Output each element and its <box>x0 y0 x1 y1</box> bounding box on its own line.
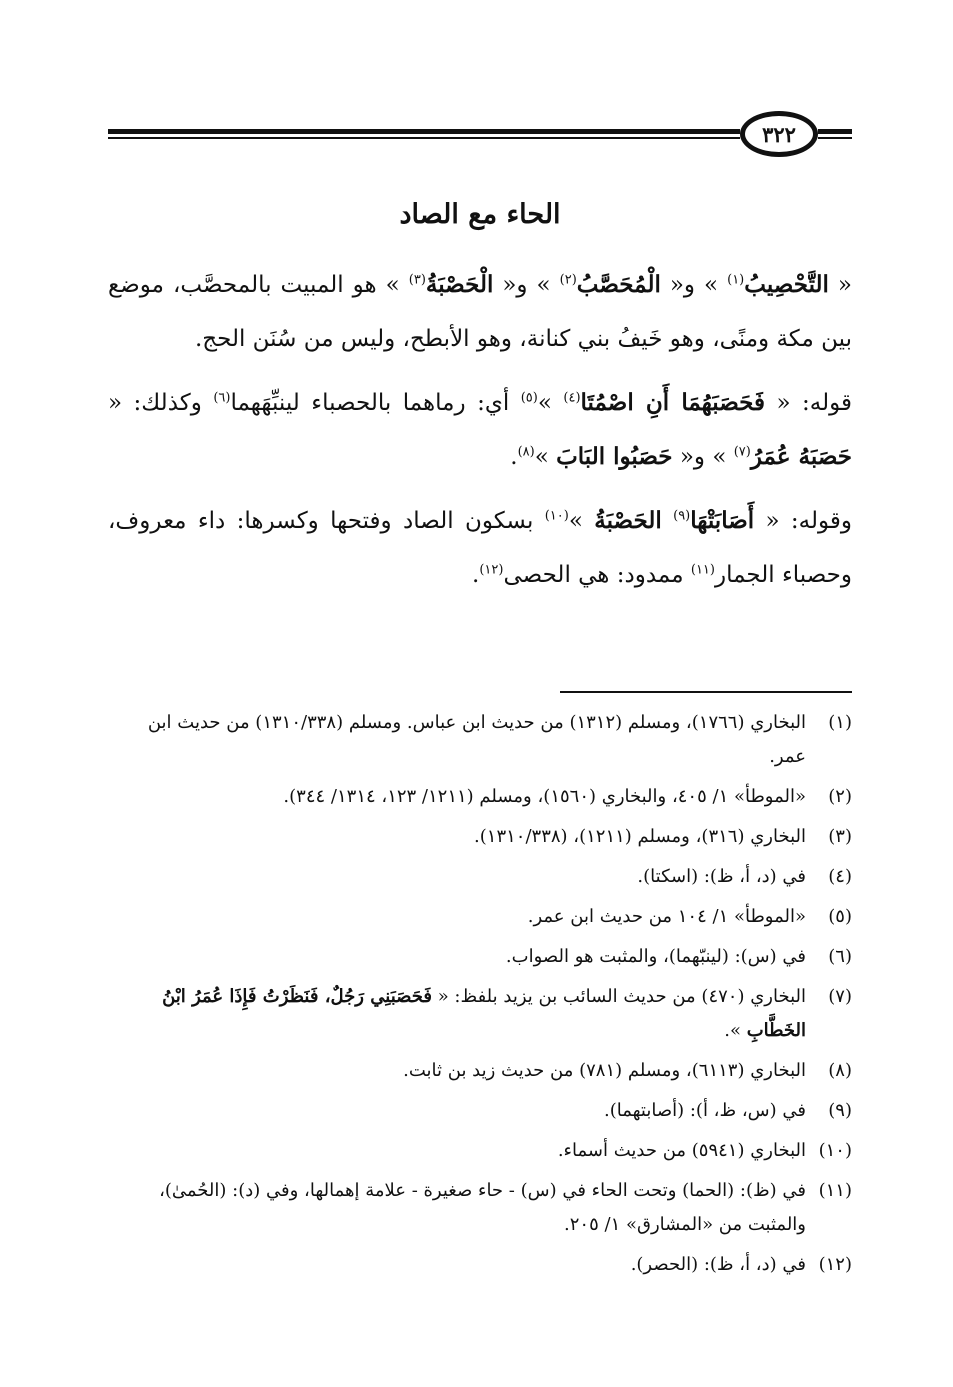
footnotes <box>108 706 852 1288</box>
footnote-3 <box>108 820 852 854</box>
footnote-9 <box>108 1094 852 1128</box>
footnote-ref: (٨) <box>517 444 535 460</box>
footnote-number: (٦) <box>828 946 852 967</box>
section-title: الحاء مع الصاد <box>399 199 561 230</box>
text-run: قوله: « <box>764 390 852 416</box>
footnote-number: (٢) <box>828 786 852 807</box>
footnote-ref: (١٠) <box>544 508 569 524</box>
footnote-number: (٥) <box>828 906 852 927</box>
footnote-2 <box>108 780 852 814</box>
footnote-number: (٧) <box>828 986 852 1007</box>
headword: الْحَصْبَةُ <box>425 271 494 298</box>
text-run: » <box>568 508 595 534</box>
footnote-1 <box>108 706 852 774</box>
footnote-6 <box>108 940 852 974</box>
text-run: ». <box>724 1020 747 1041</box>
text-run: » و« <box>672 444 734 470</box>
footnote-number: (٨) <box>828 1060 852 1081</box>
text-run: » <box>534 444 557 470</box>
text-run: ممدود: هي الحصى <box>503 562 691 588</box>
footnote-ref: (١٢) <box>479 562 504 578</box>
footnote-text: في (د، أ، ظ): (الحصر). <box>630 1254 806 1275</box>
paragraph-3 <box>108 494 852 602</box>
page-number-text: ٣٢٢ <box>762 121 796 147</box>
footnote-number: (٣) <box>828 826 852 847</box>
footnote-4 <box>108 860 852 894</box>
text-run: » هو المبيت بالمحصَّب، موضع بين مكة ومنًى، وهو خَيفُ بني كنانة، وهو الأبطح، وليس من سُنَن الحج. <box>108 272 852 352</box>
footnote-5 <box>108 900 852 934</box>
footnote-text: «الموطأ» ١/ ٤٠٥، والبخاري (١٥٦٠)، ومسلم (١٢١١/ ١٢٣، ١٣١٤/ ٣٤٤). <box>283 786 806 807</box>
main-text <box>108 258 852 612</box>
footnote-ref: (١١) <box>690 562 715 578</box>
footnote-number: (١١) <box>818 1180 852 1201</box>
quoted-hadith: الحَصْبَةُ <box>594 507 662 534</box>
footnote-ref: (٧) <box>733 444 751 460</box>
footnote-number: (٤) <box>828 866 852 887</box>
text-run: البخاري (٤٧٠) من حديث السائب بن يزيد بلفظ: « <box>431 986 806 1007</box>
footnote-10 <box>108 1134 852 1168</box>
header-rule <box>108 137 740 139</box>
quoted-hadith: أَصَابَتْهَا <box>690 507 755 534</box>
text-run: » و« <box>493 272 560 298</box>
footnote-ref: (٤) <box>563 390 581 406</box>
footnote-ref: (٣) <box>408 272 426 288</box>
text-run: « <box>828 272 852 298</box>
footnote-text: في (ظ): (الحما) وتحت الحاء في (س) - حاء صغيرة - علامة إهمالها، وفي (د): (الحُمىٰ)، والمثبت من «المشارق» ١/ ٢٠٥. <box>159 1180 806 1235</box>
footnote-text: في (د، أ، ظ): (اسكتا). <box>637 866 806 887</box>
header-rule <box>818 129 852 134</box>
header-rule <box>108 129 740 134</box>
quoted-hadith: حَصَبَهُ عُمَرُ <box>750 443 852 470</box>
text-run: بسكون الصاد وفتحها وكسرها: داء معروف، وحصباء الجمار <box>108 508 852 588</box>
footnote-ref: (١) <box>727 272 745 288</box>
footnote-ref: (٦) <box>213 390 231 406</box>
quoted-hadith: فَحَصَبَنِي رَجُلٌ، فَنَظَرْتُ فَإِذَا عُمَرُ ابْنُ الخَطَّابِ <box>162 986 806 1041</box>
footnote-ref: (٥) <box>520 390 538 406</box>
footnote-ref: (٢) <box>559 272 577 288</box>
quoted-hadith: فَحَصَبَهُمَا أَنِ اصْمُتَا <box>580 389 765 416</box>
footnote-number: (١) <box>828 712 852 733</box>
footnote-text <box>108 980 806 1048</box>
quoted-hadith: حَصَبُوا البَابَ <box>556 443 673 470</box>
footnote-11 <box>108 1174 852 1242</box>
footnote-ref: (٩) <box>673 508 691 524</box>
footnote-7 <box>108 980 852 1048</box>
paragraph-2 <box>108 376 852 484</box>
footnote-8 <box>108 1054 852 1088</box>
footnote-number: (١٠) <box>818 1140 852 1161</box>
text-run: . <box>472 562 480 588</box>
header-rule <box>818 137 852 139</box>
text-run: » <box>537 390 564 416</box>
text-run: » و« <box>660 272 728 298</box>
footnote-number: (١٢) <box>818 1254 852 1275</box>
footnote-text: البخاري (٦١١٣)، ومسلم (٧٨١) من حديث زيد بن ثابت. <box>403 1060 806 1081</box>
text-run <box>662 508 673 534</box>
footnote-text: «الموطأ» ١/ ١٠٤ من حديث ابن عمر. <box>527 906 806 927</box>
footnote-number: (٩) <box>828 1100 852 1121</box>
footnote-text: في (س، ظ، أ): (أصابتهما). <box>603 1100 806 1121</box>
footnote-text: البخاري (٥٩٤١) من حديث أسماء. <box>557 1140 806 1161</box>
footnote-text: البخاري (٣١٦)، ومسلم (١٢١١)، (١٣١٠/٣٣٨). <box>474 826 806 847</box>
text-run: أي: رماهما بالحصباء لينبِّهَهما <box>230 390 521 416</box>
page-number <box>740 111 818 157</box>
text-run: . <box>510 444 518 470</box>
paragraph-1 <box>108 258 852 366</box>
footnote-separator <box>560 691 852 693</box>
footnote-12 <box>108 1248 852 1282</box>
headword: التَّحْصِيبُ <box>744 271 829 298</box>
footnote-text: البخاري (١٧٦٦)، ومسلم (١٣١٢) من حديث ابن عباس. ومسلم (١٣١٠/٣٣٨) من حديث ابن عمر. <box>147 712 806 767</box>
text-run: وقوله: « <box>754 508 852 534</box>
text-run: وكذلك: « <box>108 390 214 416</box>
footnote-text: في (س): (لينبّهما)، والمثبت هو الصواب. <box>505 946 806 967</box>
headword: الْمُحَصَّبُ <box>576 271 661 298</box>
